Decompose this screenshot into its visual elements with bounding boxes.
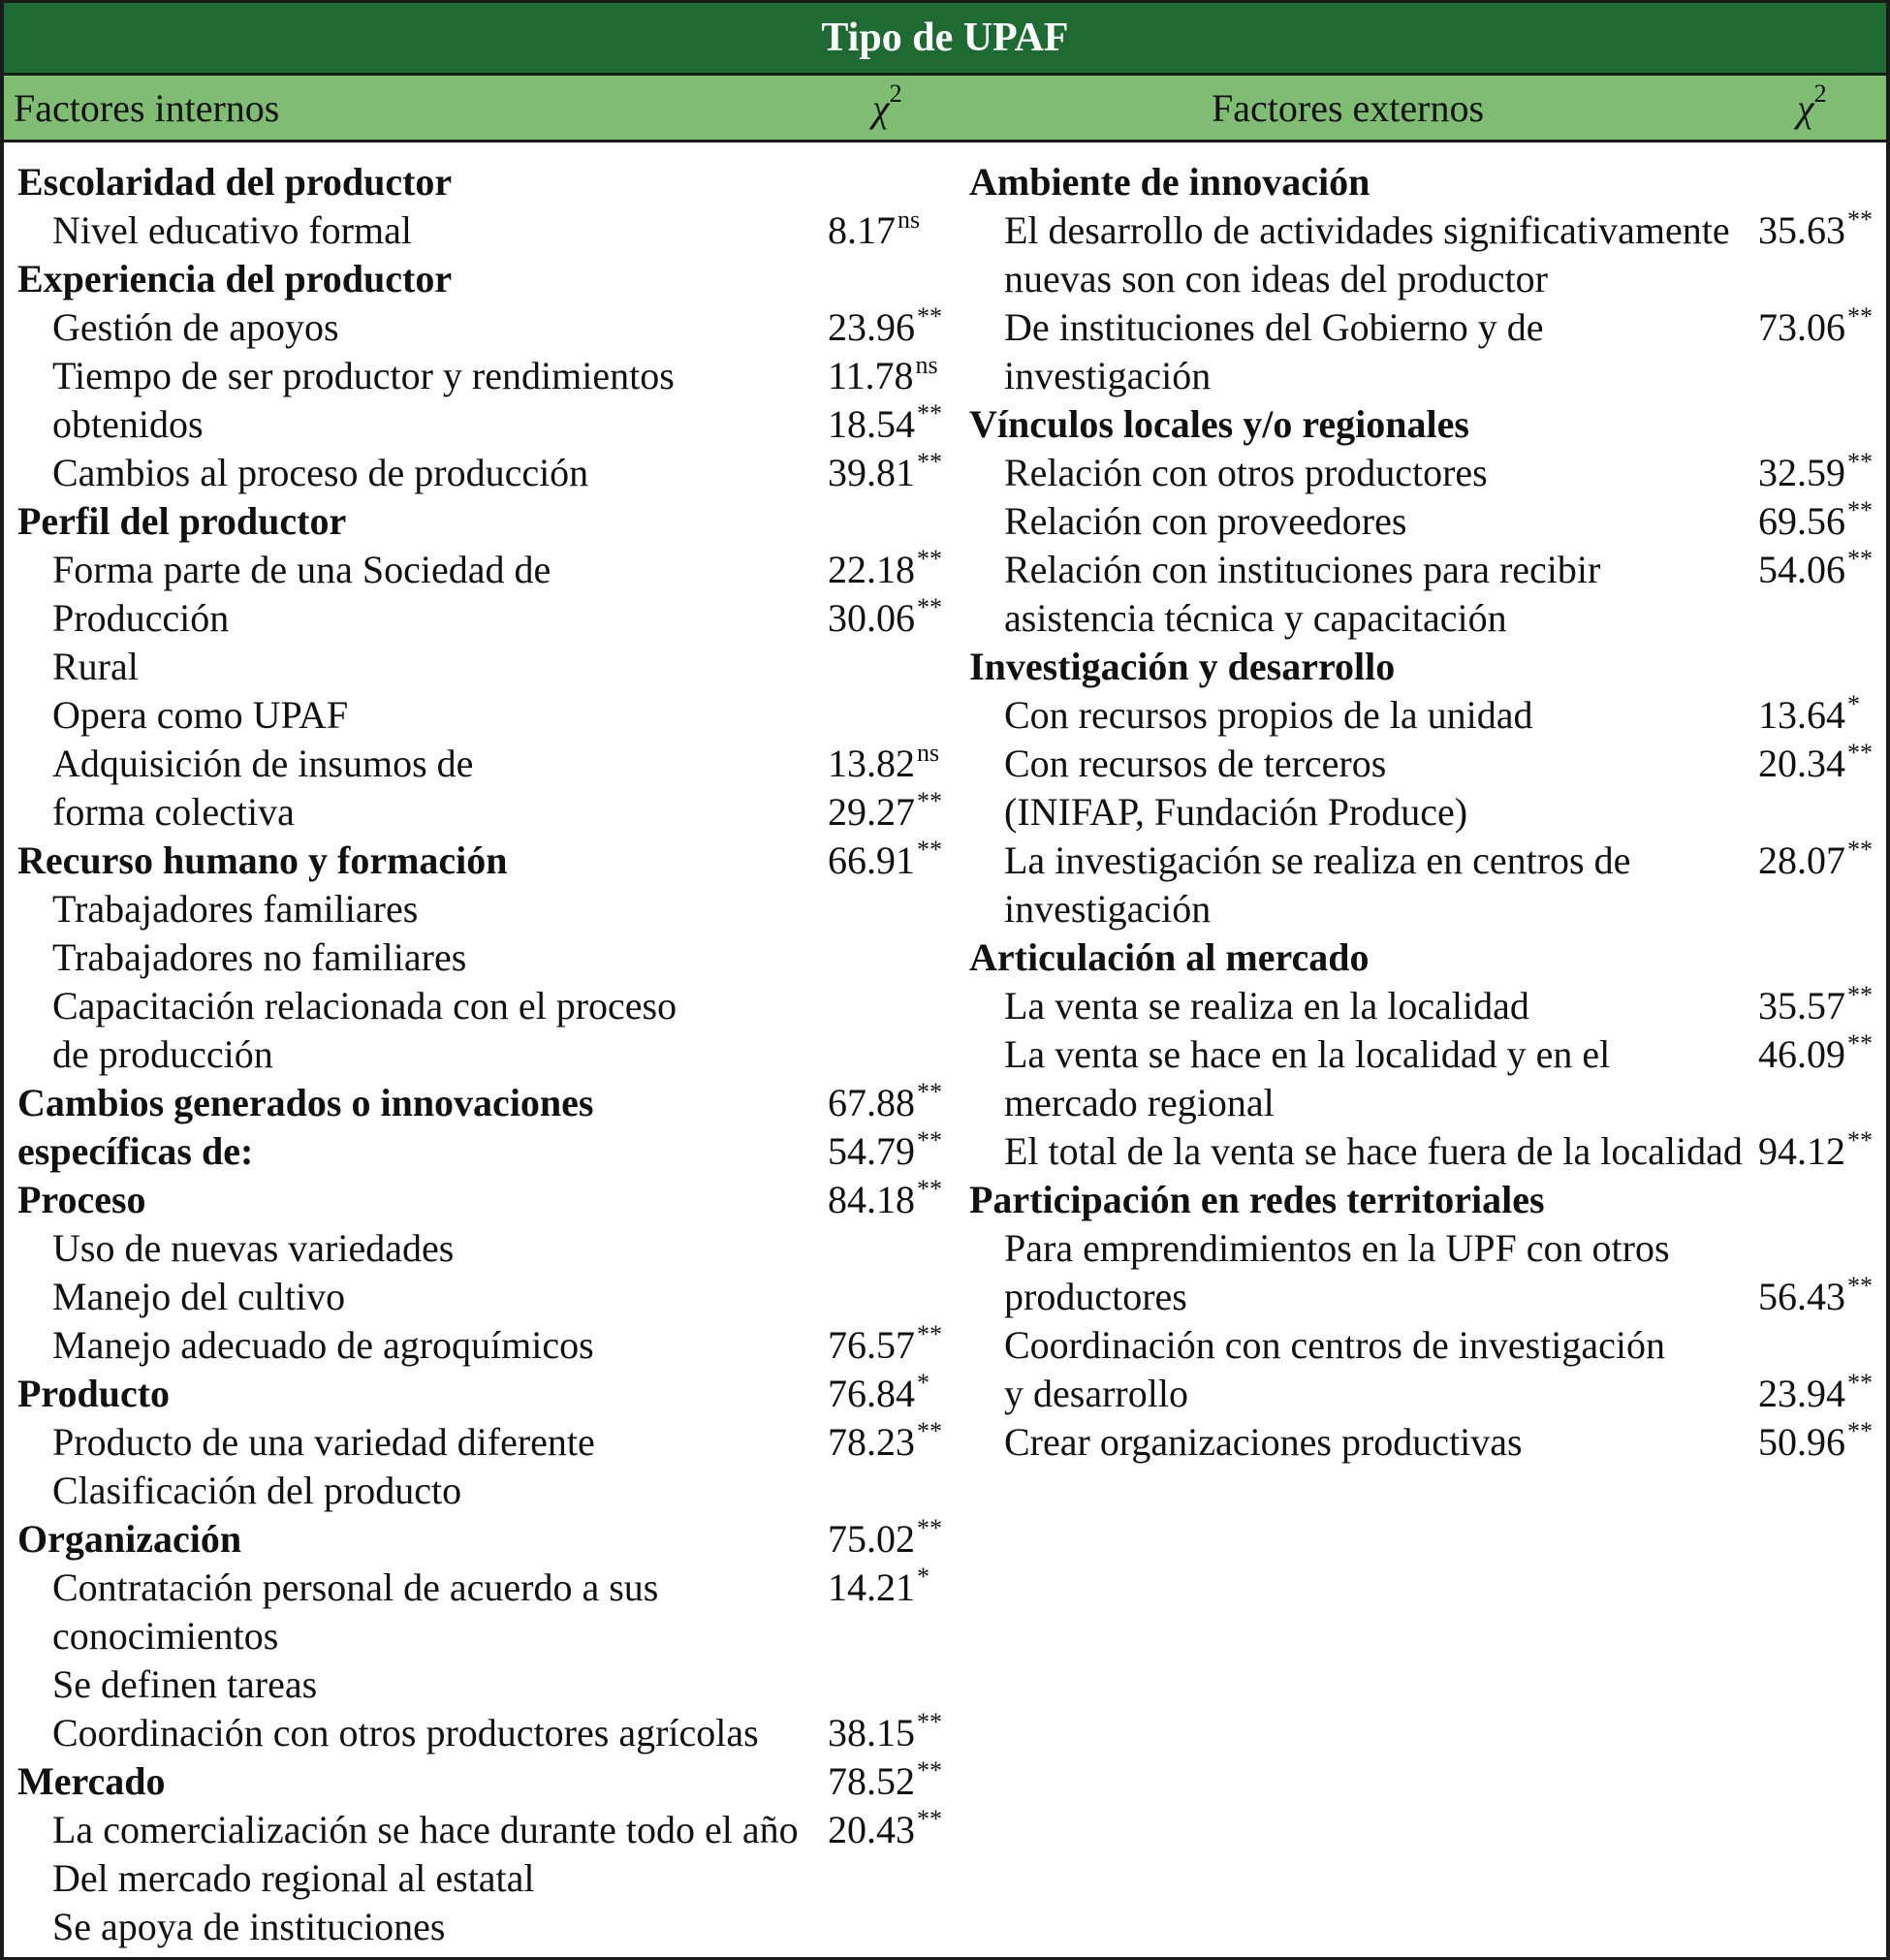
category-label: Experiencia del productor (17, 257, 453, 300)
factor-label: asistencia técnica y capacitación (1004, 596, 1507, 640)
factor-label: El desarrollo de actividades significativamente (1004, 208, 1730, 252)
significance-marker: ** (1847, 1369, 1873, 1397)
column-header-row (4, 76, 1886, 142)
factor-row (969, 1127, 1880, 1176)
factor-label: Forma parte de una Sociedad de (52, 548, 551, 591)
chi-square-value (828, 1806, 942, 1859)
category-row (17, 1079, 958, 1127)
category-label: Recurso humano y formación (17, 838, 508, 882)
factor-row (969, 206, 1880, 255)
chi-square-value (828, 1564, 929, 1617)
factor-label: Trabajadores no familiares (52, 935, 467, 979)
chi-value-number: 14.21 (828, 1565, 915, 1609)
factor-label: Con recursos propios de la unidad (1004, 693, 1533, 737)
chi-square-value (1758, 982, 1873, 1035)
factor-row (969, 691, 1880, 740)
significance-marker: ns (917, 739, 940, 767)
category-row (17, 255, 958, 303)
factor-row (969, 449, 1880, 497)
chi-square-value (828, 740, 939, 793)
factor-row (969, 497, 1880, 546)
factor-row (17, 1806, 958, 1854)
chi-value-number: 23.94 (1758, 1372, 1845, 1415)
factor-row (969, 837, 1880, 885)
factor-row (969, 255, 1880, 303)
chi-value-number: 8.17 (828, 208, 896, 252)
chi-value-number: 23.96 (828, 305, 915, 349)
category-row (17, 1515, 958, 1564)
chi-square-value (1758, 1418, 1873, 1471)
significance-marker: ** (1847, 1029, 1873, 1058)
factor-row (969, 885, 1880, 933)
chi-value-number: 18.54 (828, 402, 915, 446)
significance-marker: ** (1847, 448, 1873, 476)
factor-label: La investigación se realiza en centros de (1004, 838, 1631, 882)
factor-label: Opera como UPAF (52, 693, 349, 737)
significance-marker: ** (917, 1708, 942, 1736)
category-label: Articulación al mercado (969, 935, 1370, 979)
significance-marker: ** (917, 1756, 942, 1785)
significance-marker: ** (1847, 1417, 1873, 1445)
chi-square-value (1758, 303, 1873, 357)
chi-value-number: 75.02 (828, 1517, 915, 1561)
chi-value-number: 28.07 (1758, 838, 1845, 882)
significance-marker: * (917, 1563, 929, 1591)
chi-value-number: 76.57 (828, 1323, 915, 1367)
chi-value-number: 35.57 (1758, 984, 1845, 1027)
category-label: Investigación y desarrollo (969, 645, 1396, 688)
factor-label: La venta se realiza en la localidad (1004, 984, 1529, 1027)
category-label: Organización (17, 1517, 242, 1561)
table-title-text: Tipo de UPAF (821, 16, 1069, 60)
chi-exponent: 2 (1813, 79, 1827, 108)
significance-marker: ** (917, 545, 942, 573)
factor-row (17, 982, 958, 1030)
chi-square-value (828, 303, 942, 357)
header-chi-square-right (1797, 76, 1827, 140)
factor-label: Del mercado regional al estatal (52, 1856, 535, 1900)
factor-label: Relación con otros productores (1004, 451, 1488, 494)
chi-square-value (828, 594, 942, 648)
category-label: Participación en redes territoriales (969, 1178, 1545, 1221)
category-label: Cambios generados o innovaciones (17, 1081, 594, 1124)
factor-row (969, 1321, 1880, 1370)
factor-row (969, 788, 1880, 837)
factor-label: El total de la venta se hace fuera de la localidad (1004, 1129, 1743, 1173)
significance-marker: ** (917, 787, 942, 815)
factor-label: Relación con instituciones para recibir (1004, 548, 1601, 591)
factor-label: Contratación personal de acuerdo a sus (52, 1565, 659, 1609)
chi-square-value (828, 449, 942, 502)
factor-row (17, 449, 958, 497)
category-label: Producto (17, 1372, 171, 1415)
significance-marker: ** (1847, 1272, 1873, 1300)
factor-row (969, 594, 1880, 643)
factor-label: Producto de una variedad diferente (52, 1420, 595, 1464)
factor-label: Clasificación del producto (52, 1469, 462, 1512)
chi-square-value (828, 352, 938, 405)
chi-square-value (1758, 449, 1873, 502)
factor-row (17, 1709, 958, 1757)
factor-row (17, 303, 958, 352)
chi-square-value (828, 546, 942, 599)
chi-square-value (828, 1321, 942, 1375)
chi-square-value (828, 1176, 942, 1229)
factor-row (969, 546, 1880, 594)
factor-row (17, 691, 958, 740)
chi-square-value (828, 1079, 942, 1132)
chi-square-value (828, 1370, 929, 1423)
factor-label: Tiempo de ser productor y rendimientos (52, 354, 675, 397)
significance-marker: * (917, 1369, 929, 1397)
chi-value-number: 56.43 (1758, 1275, 1845, 1318)
chi-value-number: 76.84 (828, 1372, 915, 1415)
factor-row (969, 1030, 1880, 1079)
factor-label: (INIFAP, Fundación Produce) (1004, 790, 1468, 834)
factor-label: Rural (52, 645, 139, 688)
factor-label: Gestión de apoyos (52, 305, 339, 349)
chi-value-number: 20.43 (828, 1808, 915, 1851)
chi-symbol: χ (1797, 85, 1814, 130)
header-external-factors: Factores externos (1212, 85, 1485, 130)
significance-marker: ns (898, 205, 921, 234)
factor-row (17, 546, 958, 594)
factor-label: Producción (52, 596, 230, 640)
category-row (969, 643, 1880, 691)
chi-value-number: 13.82 (828, 742, 915, 785)
factor-label: La comercialización se hace durante todo el año (52, 1808, 799, 1851)
chi-square-value (1758, 206, 1873, 260)
chi-value-number: 22.18 (828, 548, 915, 591)
factor-label: Coordinación con centros de investigación (1004, 1323, 1666, 1367)
category-label: Perfil del productor (17, 499, 347, 543)
chi-value-number: 84.18 (828, 1178, 915, 1221)
factor-label: Nivel educativo formal (52, 208, 412, 252)
significance-marker: ** (917, 1320, 942, 1348)
factor-row (17, 1660, 958, 1709)
chi-square-value (828, 1757, 942, 1811)
category-row (17, 158, 958, 206)
chi-value-number: 67.88 (828, 1081, 915, 1124)
chi-value-number: 20.34 (1758, 742, 1845, 785)
factor-row (17, 1273, 958, 1321)
factor-label: forma colectiva (52, 790, 295, 834)
category-row (17, 1127, 958, 1176)
significance-marker: ** (1847, 739, 1873, 767)
factor-label: Uso de nuevas variedades (52, 1226, 455, 1270)
chi-square-value (828, 1127, 942, 1181)
chi-value-number: 13.64 (1758, 693, 1845, 737)
header-internal-factors: Factores internos (14, 85, 280, 130)
factor-row (969, 1418, 1880, 1467)
factor-row (17, 1030, 958, 1079)
chi-value-number: 39.81 (828, 451, 915, 494)
factor-row (17, 1612, 958, 1660)
significance-marker: ** (917, 593, 942, 621)
factor-label: Capacitación relacionada con el proceso (52, 984, 677, 1027)
factor-label: La venta se hace en la localidad y en el (1004, 1032, 1611, 1076)
factor-label: conocimientos (52, 1614, 279, 1658)
factor-row (17, 1418, 958, 1467)
factor-row (969, 982, 1880, 1030)
factor-label: y desarrollo (1004, 1372, 1188, 1415)
factor-row (969, 1273, 1880, 1321)
factor-label: mercado regional (1004, 1081, 1275, 1124)
factor-row (17, 1903, 958, 1951)
factor-label: Se apoya de instituciones (52, 1905, 446, 1948)
significance-marker: ** (917, 1417, 942, 1445)
factor-label: De instituciones del Gobierno y de (1004, 305, 1544, 349)
significance-marker: ** (1847, 545, 1873, 573)
significance-marker: ** (917, 1175, 942, 1203)
factor-label: nuevas son con ideas del productor (1004, 257, 1548, 300)
factor-label: investigación (1004, 887, 1212, 931)
chi-square-value (828, 206, 920, 260)
chi-square-value (1758, 546, 1873, 599)
factor-row (969, 352, 1880, 400)
significance-marker: ** (1847, 1126, 1873, 1154)
chi-value-number: 29.27 (828, 790, 915, 834)
significance-marker: ** (1847, 302, 1873, 331)
factor-row (17, 740, 958, 788)
factor-label: productores (1004, 1275, 1187, 1318)
table-title (4, 3, 1886, 76)
chi-value-number: 30.06 (828, 596, 915, 640)
factor-row (17, 1564, 958, 1612)
factor-label: Manejo adecuado de agroquímicos (52, 1323, 594, 1367)
chi-value-number: 35.63 (1758, 208, 1845, 252)
chi-square-value (828, 1515, 942, 1568)
chi-exponent: 2 (889, 79, 902, 108)
significance-marker: ** (1847, 836, 1873, 864)
category-label: específicas de: (17, 1129, 254, 1173)
factor-row (17, 400, 958, 449)
chi-value-number: 38.15 (828, 1711, 915, 1755)
chi-value-number: 69.56 (1758, 499, 1845, 543)
factor-label: Adquisición de insumos de (52, 742, 474, 785)
factor-label: obtenidos (52, 402, 204, 446)
factor-label: Coordinación con otros productores agrícolas (52, 1711, 759, 1755)
chi-square-value (828, 1418, 942, 1471)
internal-factors-column (17, 158, 958, 1951)
significance-marker: ** (917, 448, 942, 476)
external-factors-column (969, 158, 1880, 1467)
chi-value-number: 54.06 (1758, 548, 1845, 591)
chi-square-value (828, 400, 942, 454)
chi-square-value (828, 837, 942, 890)
factor-row (969, 1079, 1880, 1127)
factor-row (17, 643, 958, 691)
chi-value-number: 11.78 (828, 354, 914, 397)
factor-row (17, 594, 958, 643)
category-row (17, 1176, 958, 1224)
category-row (17, 1757, 958, 1806)
category-row (17, 497, 958, 546)
category-row (969, 400, 1880, 449)
factor-label: investigación (1004, 354, 1212, 397)
significance-marker: * (1847, 690, 1860, 718)
factor-label: Cambios al proceso de producción (52, 451, 589, 494)
factor-row (17, 1321, 958, 1370)
category-row (969, 1176, 1880, 1224)
category-row (17, 837, 958, 885)
chi-value-number: 78.23 (828, 1420, 915, 1464)
significance-marker: ** (917, 1805, 942, 1833)
factor-row (17, 933, 958, 982)
chi-square-value (1758, 1370, 1873, 1423)
significance-marker: ** (917, 399, 942, 427)
chi-value-number: 66.91 (828, 838, 915, 882)
chi-value-number: 32.59 (1758, 451, 1845, 494)
chi-value-number: 73.06 (1758, 305, 1845, 349)
header-chi-square-left (872, 76, 902, 140)
factor-row (969, 303, 1880, 352)
factor-label: de producción (52, 1032, 273, 1076)
chi-square-value (1758, 1127, 1873, 1181)
chi-value-number: 50.96 (1758, 1420, 1845, 1464)
factor-row (969, 1224, 1880, 1273)
chi-value-number: 54.79 (828, 1129, 915, 1173)
significance-marker: ** (1847, 981, 1873, 1009)
factor-row (969, 740, 1880, 788)
category-label: Escolaridad del productor (17, 160, 453, 204)
chi-square-value (1758, 691, 1860, 744)
factor-label: Para emprendimientos en la UPF con otros (1004, 1226, 1670, 1270)
category-row (969, 933, 1880, 982)
factor-row (17, 885, 958, 933)
chi-value-number: 46.09 (1758, 1032, 1845, 1076)
factor-label: Crear organizaciones productivas (1004, 1420, 1523, 1464)
chi-square-value (1758, 837, 1873, 890)
significance-marker: ** (1847, 205, 1873, 234)
chi-value-number: 78.52 (828, 1759, 915, 1803)
significance-marker: ** (917, 1078, 942, 1106)
factor-row (17, 1854, 958, 1903)
chi-value-number: 94.12 (1758, 1129, 1845, 1173)
factor-label: Trabajadores familiares (52, 887, 419, 931)
chi-square-value (828, 1709, 942, 1762)
factor-row (17, 352, 958, 400)
factor-row (17, 1224, 958, 1273)
category-row (969, 158, 1880, 206)
chi-square-value (1758, 1030, 1873, 1084)
factor-label: Se definen tareas (52, 1662, 318, 1706)
chi-square-value (828, 788, 942, 841)
category-row (17, 1370, 958, 1418)
factor-row (17, 788, 958, 837)
factor-label: Manejo del cultivo (52, 1275, 346, 1318)
significance-marker: ns (915, 351, 938, 379)
factor-label: Con recursos de terceros (1004, 742, 1387, 785)
chi-symbol: χ (872, 85, 890, 130)
significance-marker: ** (917, 1514, 942, 1542)
significance-marker: ** (917, 1126, 942, 1154)
significance-marker: ** (1847, 496, 1873, 524)
chi-square-value (1758, 740, 1873, 793)
category-label: Ambiente de innovación (969, 160, 1370, 204)
category-label: Mercado (17, 1759, 166, 1803)
factor-label: Relación con proveedores (1004, 499, 1407, 543)
significance-marker: ** (917, 302, 942, 331)
category-label: Vínculos locales y/o regionales (969, 402, 1469, 446)
chi-square-value (1758, 1273, 1873, 1326)
factor-row (969, 1370, 1880, 1418)
factor-row (17, 206, 958, 255)
chi-square-value (1758, 497, 1873, 551)
category-label: Proceso (17, 1178, 146, 1221)
significance-marker: ** (917, 836, 942, 864)
factor-row (17, 1467, 958, 1515)
